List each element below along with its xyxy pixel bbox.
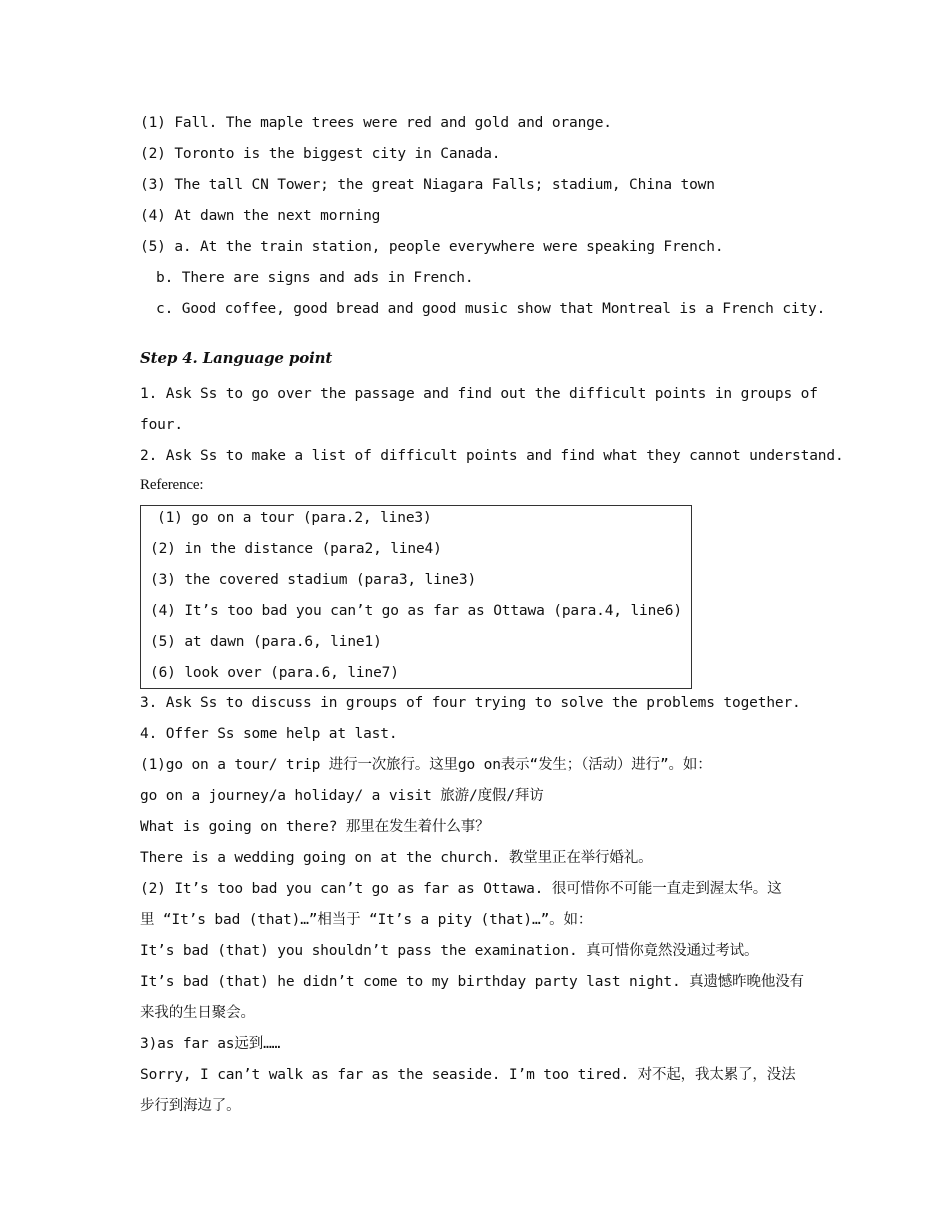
note-line-11: Sorry, I can’t walk as far as the seaside. I’m too tired. 对不起，我太累了，没法 [140,1067,796,1083]
answer-4: (4) At dawn the next morning [140,208,381,224]
answer-5a: (5) a. At the train station, people everywhere were speaking French. [140,239,724,255]
instruction-4: 4. Offer Ss some help at last. [140,726,398,742]
instruction-3: 3. Ask Ss to discuss in groups of four trying to solve the problems together. [140,695,801,711]
note-line-8: It’s bad (that) he didn’t come to my birthday party last night. 真遗憾昨晚他没有 [140,974,804,990]
reference-item-6: (6) look over (para.6, line7) [150,665,399,681]
note-line-3: What is going on there? 那里在发生着什么事？ [140,819,490,835]
instruction-1-line1: 1. Ask Ss to go over the passage and find out the difficult points in groups of [140,386,818,402]
note-line-4: There is a wedding going on at the church. 教堂里正在举行婚礼。 [140,850,653,866]
note-line-12: 步行到海边了。 [140,1098,241,1114]
answer-2: (2) Toronto is the biggest city in Canada. [140,146,501,162]
note-line-5: (2) It’s too bad you can’t go as far as Ottawa. 很可惜你不可能一直走到渥太华。这 [140,881,782,897]
answer-5c: c. Good coffee, good bread and good music show that Montreal is a French city. [156,301,826,317]
instruction-2: 2. Ask Ss to make a list of difficult points and find what they cannot understand. [140,448,844,464]
reference-box [140,505,692,689]
reference-item-5: (5) at dawn (para.6, line1) [150,634,382,650]
note-line-10: 3)as far as远到…… [140,1036,281,1052]
reference-item-1: (1) go on a tour (para.2, line3) [157,510,432,526]
answer-1: (1) Fall. The maple trees were red and gold and orange. [140,115,612,131]
reference-item-3: (3) the covered stadium (para3, line3) [150,572,477,588]
note-line-7: It’s bad (that) you shouldn’t pass the examination. 真可惜你竟然没通过考试。 [140,943,759,959]
note-line-9: 来我的生日聚会。 [140,1005,255,1021]
reference-item-2: (2) in the distance (para2, line4) [150,541,442,557]
note-line-2: go on a journey/a holiday/ a visit 旅游/度假/拜访 [140,788,544,804]
reference-item-4: (4) It’s too bad you can’t go as far as Ottawa (para.4, line6) [150,603,682,619]
answer-5b: b. There are signs and ads in French. [156,270,474,286]
note-line-6: 里 “It’s bad (that)…”相当于 “It’s a pity (that)…”。如： [140,912,593,928]
instruction-1-line2: four. [140,417,183,433]
answer-3: (3) The tall CN Tower; the great Niagara Falls; stadium, China town [140,177,715,193]
reference-label: Reference: [140,477,204,493]
step4-heading: Step 4. Language point [140,349,333,367]
note-line-1: (1)go on a tour/ trip 进行一次旅行。这里go on表示“发生；（活动）进行”。如： [140,757,712,773]
